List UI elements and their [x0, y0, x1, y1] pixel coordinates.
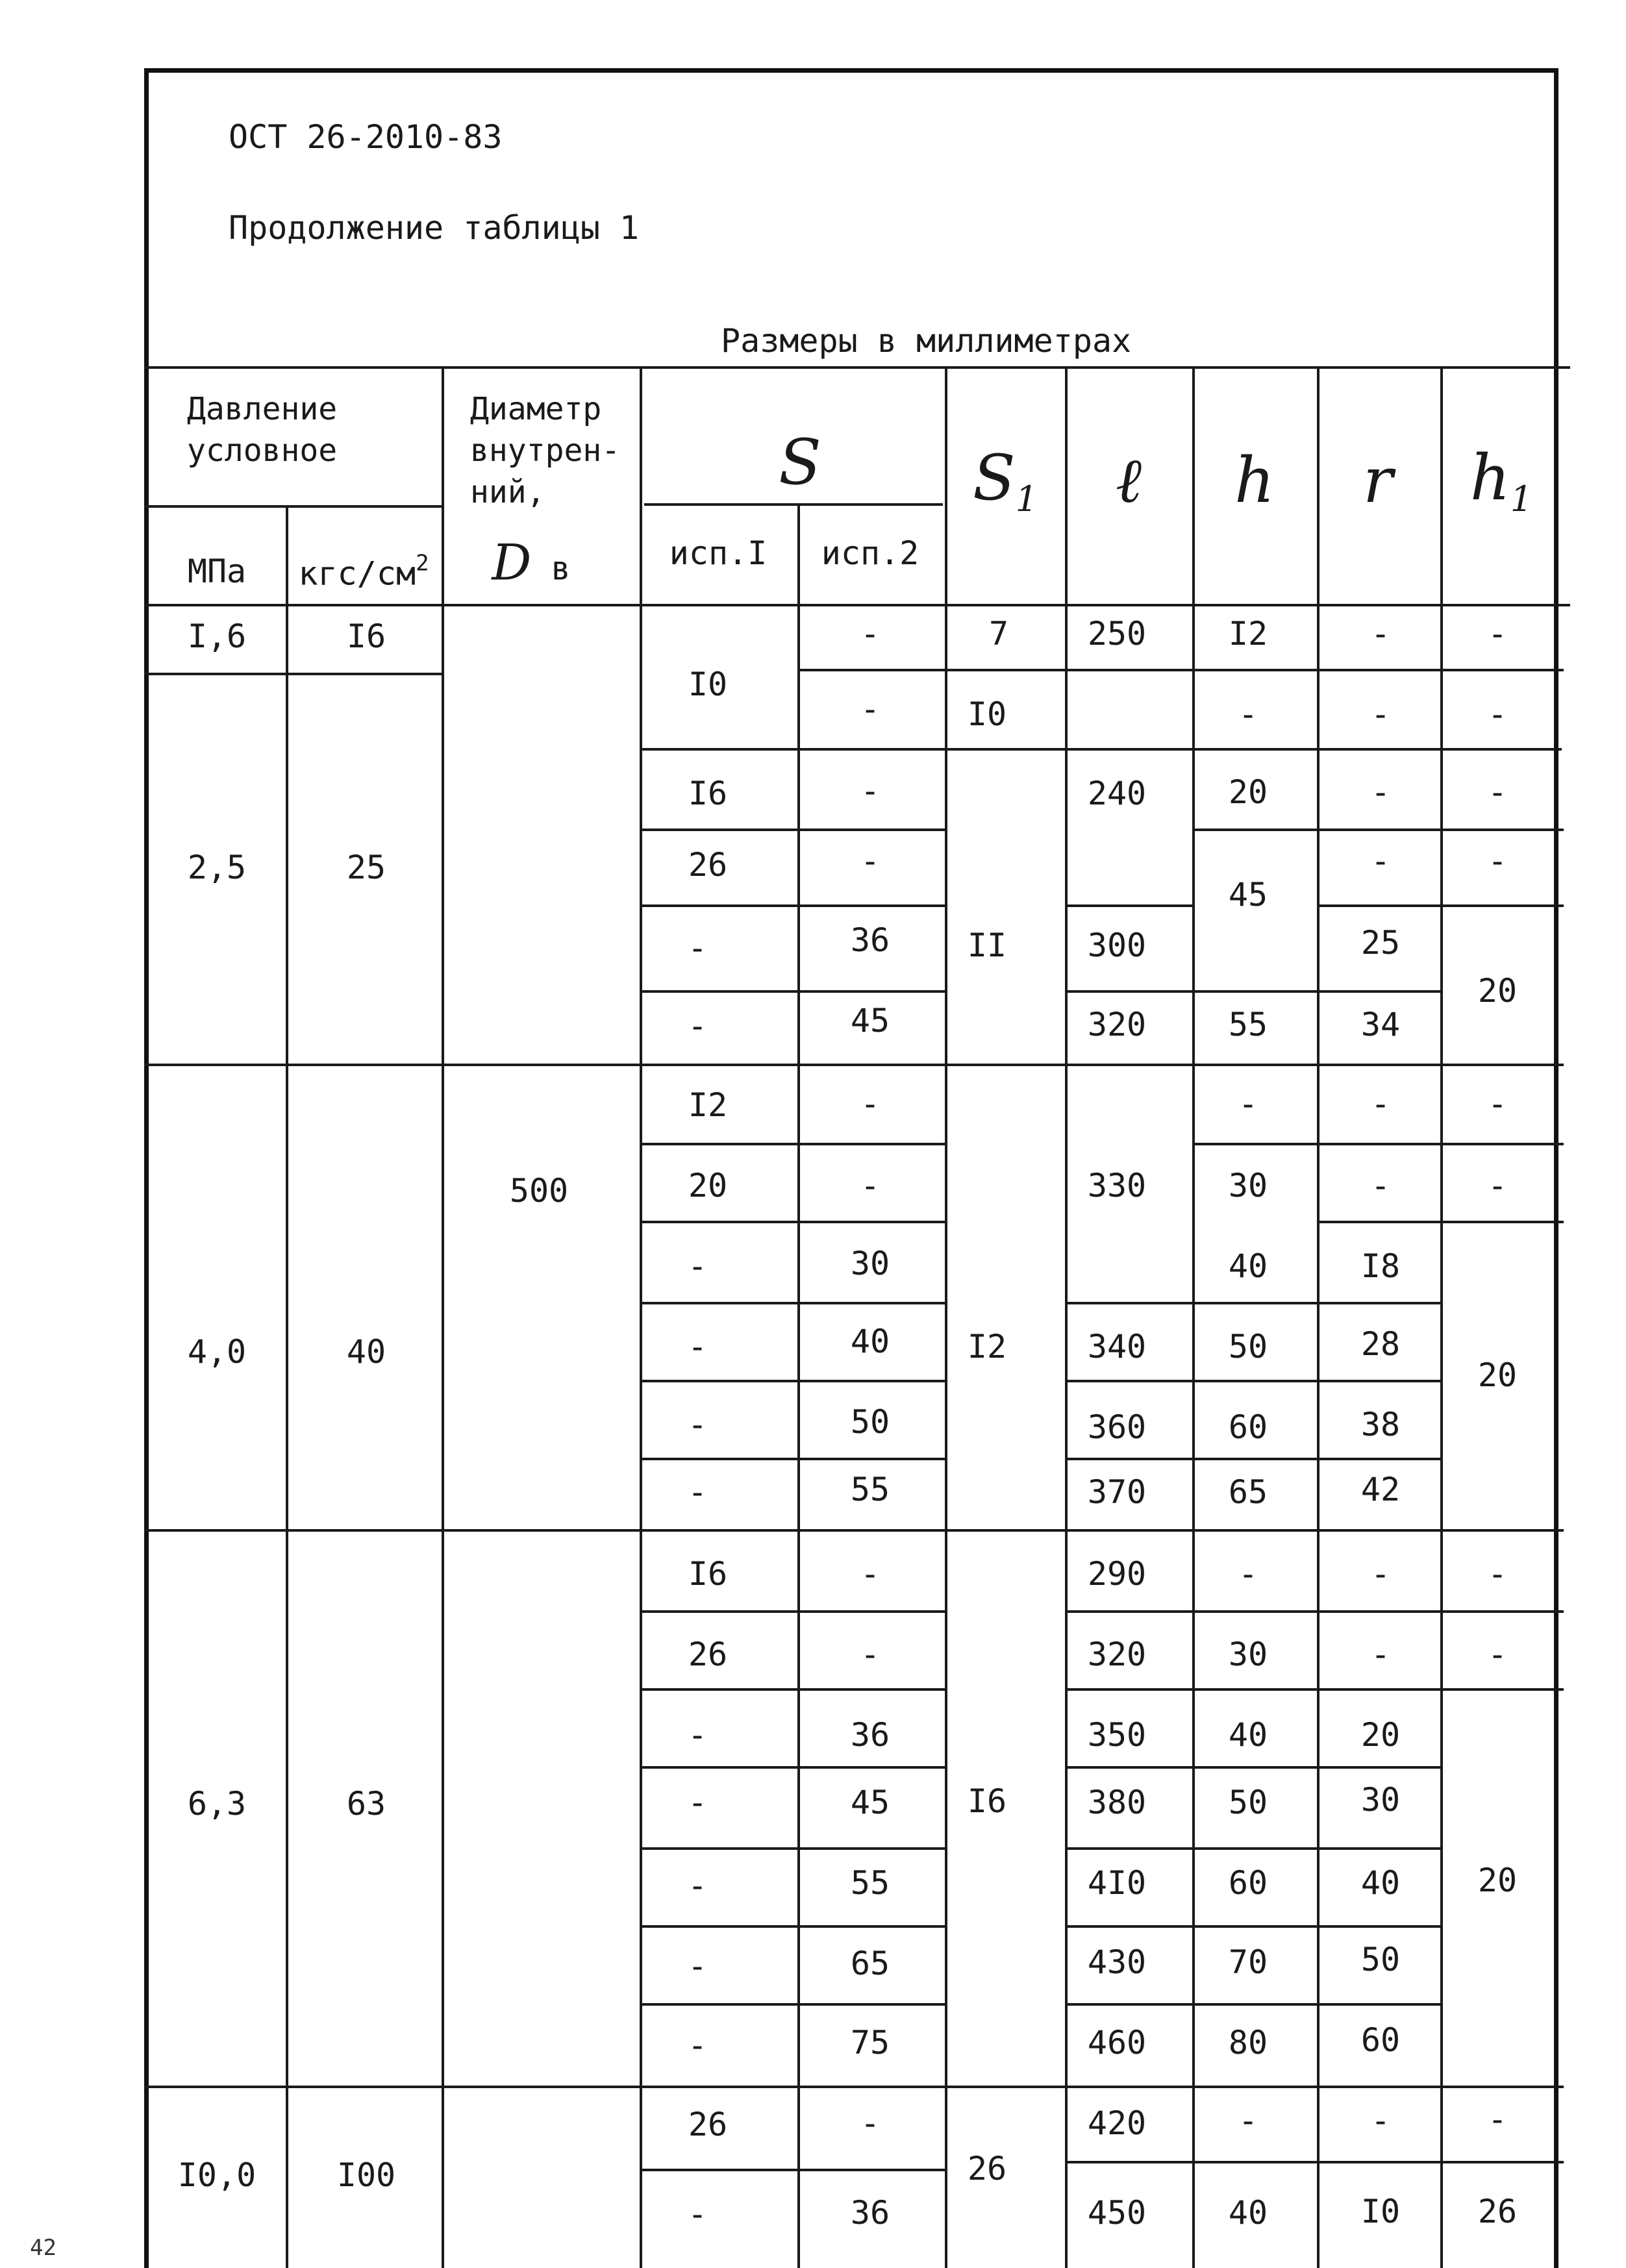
header-r: r: [1363, 444, 1393, 517]
h1-cell: -: [1487, 695, 1508, 733]
header-isp2: исп.2: [821, 534, 919, 572]
h1-cell: -: [1487, 1167, 1508, 1204]
row-rule: [640, 829, 947, 831]
margin-note: 42: [30, 2235, 56, 2261]
s-isp1-cell: -: [687, 1406, 708, 1443]
row-rule: [1065, 1766, 1442, 1769]
h1-cell: -: [1487, 1555, 1508, 1593]
s-isp2-cell: 36: [850, 2194, 890, 2232]
s-isp2-cell: 55: [850, 1864, 890, 1902]
s-isp2-cell: 65: [850, 1945, 890, 1982]
row-rule: [144, 1064, 1564, 1066]
row-rule: [1065, 990, 1442, 993]
r-cell: 38: [1360, 1406, 1401, 1443]
h-cell: -: [1238, 1085, 1258, 1123]
header-mpa: МПа: [187, 553, 247, 590]
s-isp1-cell: I6: [688, 775, 728, 812]
h1-cell: 20: [1477, 1862, 1518, 1899]
h-cell: -: [1238, 1555, 1258, 1593]
l-cell: 330: [1087, 1167, 1147, 1204]
h1-cell: 26: [1477, 2193, 1518, 2230]
s-isp1-cell: 26: [688, 1636, 728, 1673]
h-cell: 55: [1228, 1006, 1268, 1043]
s-isp1-cell: -: [687, 1247, 708, 1285]
row-rule: [640, 1610, 947, 1613]
row-rule: [1065, 1688, 1564, 1691]
row-rule: [1065, 904, 1192, 907]
l-cell: 340: [1087, 1328, 1147, 1365]
s1-cell: I0: [967, 695, 1007, 733]
row-rule: [1065, 1925, 1442, 1928]
header-s1: $S_1$: [972, 442, 1038, 519]
standard-code: ОСТ 26-2010-83: [229, 118, 503, 156]
s-isp2-cell: 55: [850, 1471, 890, 1508]
row-rule: [1192, 1143, 1564, 1145]
row-rule: [640, 1380, 947, 1382]
row-rule: [640, 1458, 947, 1460]
l-cell: 240: [1087, 775, 1147, 812]
r-cell: I0: [1360, 2193, 1401, 2230]
s-sub-rule: [644, 503, 943, 506]
h-cell: -: [1238, 2102, 1258, 2139]
l-cell: 250: [1087, 615, 1147, 653]
s-isp1-cell: -: [687, 1784, 708, 1821]
s-isp1-cell: -: [687, 929, 708, 967]
row-rule: [1192, 829, 1564, 831]
col-rule: [1065, 366, 1068, 2268]
r-cell: -: [1370, 1555, 1391, 1593]
pressure-kgf: I00: [336, 2156, 396, 2194]
l-cell: 300: [1087, 927, 1147, 964]
header-pressure: Давление условное: [187, 391, 338, 469]
header-l: ℓ: [1116, 444, 1142, 517]
s-isp2-cell: -: [860, 1555, 881, 1593]
h1-cell: 20: [1477, 972, 1518, 1010]
r-cell: -: [1370, 615, 1391, 653]
s-isp1-cell: -: [687, 1867, 708, 1904]
row-rule: [144, 2086, 1564, 2088]
h-cell: 20: [1228, 773, 1268, 811]
h-cell: 40: [1228, 2194, 1268, 2232]
r-cell: -: [1370, 1085, 1391, 1123]
s-isp1-cell: -: [687, 2195, 708, 2233]
r-cell: 25: [1360, 924, 1401, 962]
h-cell: 30: [1228, 1167, 1268, 1204]
r-cell: I8: [1360, 1247, 1401, 1285]
pressure-kgf: I6: [346, 617, 386, 655]
row-rule: [640, 1766, 947, 1769]
page-frame: [144, 68, 1558, 2268]
l-cell: 320: [1087, 1636, 1147, 1673]
r-cell: -: [1370, 773, 1391, 811]
s-isp2-cell: 45: [850, 1002, 890, 1040]
header-isp1: исп.I: [669, 534, 768, 572]
l-cell: 460: [1087, 2024, 1147, 2062]
col-rule: [640, 366, 642, 2268]
row-rule: [1065, 2003, 1442, 2006]
s1-cell: 26: [967, 2150, 1007, 2187]
r-cell: 40: [1360, 1864, 1401, 1902]
l-cell: 370: [1087, 1473, 1147, 1511]
s1-cell: I2: [967, 1328, 1007, 1365]
row-rule: [1065, 1380, 1442, 1382]
row-rule: [640, 1688, 947, 1691]
col-rule: [1440, 366, 1443, 2268]
pressure-mpa: I,6: [187, 617, 247, 655]
h-cell: 60: [1228, 1864, 1268, 1902]
r-cell: 20: [1360, 1716, 1401, 1754]
table-top-rule: [144, 366, 1570, 369]
s-isp2-cell: -: [860, 1167, 881, 1204]
h-cell: 40: [1228, 1716, 1268, 1754]
s-isp1-cell: I2: [688, 1086, 728, 1124]
r-cell: -: [1370, 1636, 1391, 1673]
pressure-sub-rule: [144, 505, 443, 508]
h-cell: I2: [1228, 615, 1268, 653]
l-cell: 350: [1087, 1716, 1147, 1754]
s-isp2-cell: -: [860, 1085, 881, 1123]
l-cell: 290: [1087, 1555, 1147, 1593]
row-rule: [640, 1143, 947, 1145]
r-cell: -: [1370, 2102, 1391, 2139]
header-diameter: Диаметр внутрен- ний,: [470, 391, 621, 510]
h-cell: 45: [1228, 876, 1268, 914]
row-rule: [144, 1529, 1564, 1532]
r-cell: -: [1370, 695, 1391, 733]
s1-cell: 7: [988, 615, 1009, 653]
r-cell: 42: [1360, 1471, 1401, 1508]
s-isp2-cell: -: [860, 772, 881, 810]
l-cell: 450: [1087, 2194, 1147, 2232]
s-isp2-cell: -: [860, 1636, 881, 1673]
r-cell: 30: [1360, 1781, 1401, 1819]
s-isp1-cell: -: [687, 1947, 708, 1985]
row-rule: [1065, 1610, 1564, 1613]
row-rule: [1065, 2161, 1564, 2163]
r-cell: -: [1370, 842, 1391, 880]
col-rule: [286, 505, 288, 2268]
row-rule: [797, 669, 1564, 671]
s-isp2-cell: -: [860, 2104, 881, 2142]
l-cell: 4I0: [1087, 1864, 1147, 1902]
r-cell: 60: [1360, 2021, 1401, 2059]
s-isp2-cell: 36: [850, 921, 890, 959]
s-isp1-cell: I0: [688, 666, 728, 703]
h1-cell: -: [1487, 842, 1508, 880]
h-cell: 40: [1228, 1247, 1268, 1285]
col-rule: [945, 366, 947, 2268]
col-rule: [1192, 366, 1195, 2268]
pressure-kgf: 63: [346, 1785, 386, 1823]
r-cell: 34: [1360, 1006, 1401, 1043]
h-cell: 65: [1228, 1473, 1268, 1511]
units-note: Размеры в миллиметрах: [721, 322, 1132, 360]
pressure-kgf: 25: [346, 849, 386, 886]
s-isp1-cell: -: [687, 1007, 708, 1045]
row-rule: [144, 673, 443, 675]
pressure-mpa: 2,5: [187, 849, 247, 886]
r-cell: 28: [1360, 1325, 1401, 1363]
l-cell: 320: [1087, 1006, 1147, 1043]
col-rule: [1317, 366, 1320, 2268]
s-isp1-cell: 26: [688, 846, 728, 884]
pressure-kgf: 40: [346, 1333, 386, 1371]
s-isp1-cell: I6: [688, 1555, 728, 1593]
s-isp1-cell: 20: [688, 1167, 728, 1204]
row-rule: [640, 2169, 947, 2171]
l-cell: 380: [1087, 1784, 1147, 1821]
h-cell: 50: [1228, 1784, 1268, 1821]
l-cell: 420: [1087, 2104, 1147, 2142]
h-cell: 30: [1228, 1636, 1268, 1673]
col-rule: [797, 503, 800, 2268]
col-rule: [442, 366, 444, 2268]
diameter-value: 500: [509, 1172, 569, 1210]
row-rule: [640, 2003, 947, 2006]
pressure-mpa: 6,3: [187, 1785, 247, 1823]
r-cell: -: [1370, 1167, 1391, 1204]
s-isp1-cell: -: [687, 1716, 708, 1754]
r-cell: 50: [1360, 1941, 1401, 1978]
row-rule: [640, 990, 947, 993]
h-cell: 80: [1228, 2024, 1268, 2062]
s-isp2-cell: 75: [850, 2024, 890, 2062]
s-isp2-cell: 40: [850, 1323, 890, 1360]
row-rule: [640, 904, 947, 907]
header-s: S: [779, 426, 821, 499]
h-cell: -: [1238, 695, 1258, 733]
h1-cell: -: [1487, 1636, 1508, 1673]
s-isp2-cell: 36: [850, 1716, 890, 1754]
h1-cell: 20: [1477, 1356, 1518, 1394]
s-isp2-cell: 45: [850, 1784, 890, 1821]
s-isp1-cell: -: [687, 2026, 708, 2064]
h-cell: 60: [1228, 1408, 1268, 1446]
row-rule: [640, 748, 1562, 751]
pressure-mpa: I0,0: [177, 2156, 256, 2194]
header-bottom-rule: [144, 604, 1570, 606]
row-rule: [1065, 1458, 1442, 1460]
s-isp2-cell: 30: [850, 1245, 890, 1282]
s-isp2-cell: 50: [850, 1403, 890, 1441]
row-rule: [640, 1847, 947, 1850]
header-h1: $h_1$: [1470, 442, 1533, 519]
s-isp2-cell: -: [860, 842, 881, 880]
l-cell: 360: [1087, 1408, 1147, 1446]
header-diameter-symbol: D в: [492, 533, 571, 592]
row-rule: [1065, 1847, 1442, 1850]
row-rule: [640, 1302, 947, 1304]
s-isp2-cell: -: [860, 615, 881, 653]
header-h: h: [1234, 444, 1275, 517]
row-rule: [640, 1925, 947, 1928]
header-kgf: кгс/$см^2$: [298, 550, 429, 593]
s-isp1-cell: -: [687, 1328, 708, 1365]
h1-cell: -: [1487, 615, 1508, 653]
row-rule: [1065, 1302, 1442, 1304]
s1-cell: I6: [967, 1782, 1007, 1820]
h1-cell: -: [1487, 2100, 1508, 2138]
h1-cell: -: [1487, 773, 1508, 811]
h-cell: 50: [1228, 1328, 1268, 1365]
h-cell: 70: [1228, 1943, 1268, 1981]
table-continuation: Продолжение таблицы 1: [229, 209, 640, 247]
pressure-mpa: 4,0: [187, 1333, 247, 1371]
l-cell: 430: [1087, 1943, 1147, 1981]
h1-cell: -: [1487, 1085, 1508, 1123]
s-isp1-cell: -: [687, 1473, 708, 1511]
s-isp1-cell: 26: [688, 2106, 728, 2143]
s-isp2-cell: -: [860, 690, 881, 728]
s1-cell: II: [967, 927, 1007, 964]
row-rule: [640, 1221, 947, 1223]
